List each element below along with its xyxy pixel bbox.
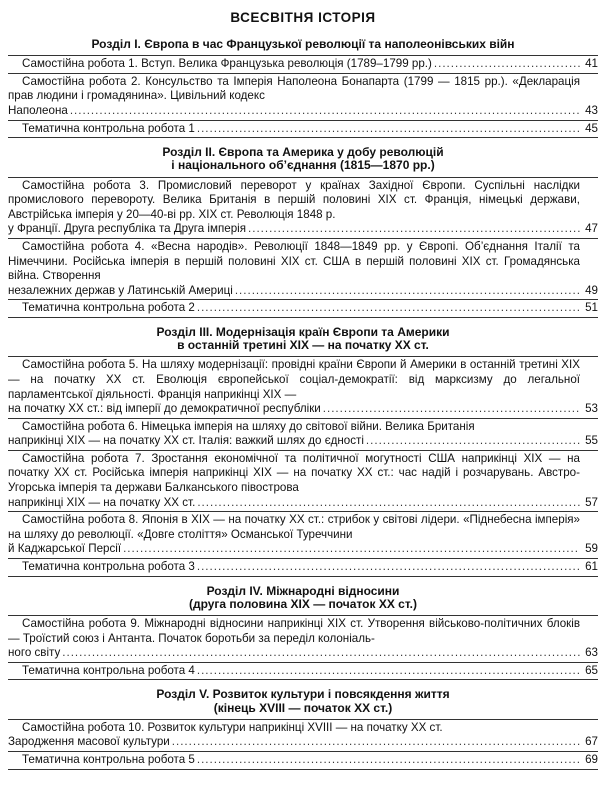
entry-text-end: Тематична контрольна робота 4	[22, 663, 195, 677]
entry-text-end: ного світу	[8, 646, 61, 660]
section-4	[8, 585, 598, 681]
page-number: 65	[585, 663, 598, 677]
section-heading-line: Розділ III. Модернізація країн Європи та Америки	[156, 324, 450, 339]
section-heading-line: Розділ V. Розвиток культури і повсякдення життя	[156, 687, 450, 702]
page-number: 47	[585, 222, 598, 236]
entry-last-line	[8, 222, 598, 237]
dot-leader	[197, 496, 580, 511]
entry-text-end: й Каджарської Персії	[8, 542, 122, 556]
toc-entry[interactable]	[8, 451, 598, 512]
section-heading	[8, 326, 598, 352]
entry-text: Самостійна робота 9. Міжнародні відносини наприкінці XIX ст. Утворення військово-політичних блоків — Троїстий союз і Антанта. Початок боротьби за переділ колоніаль-	[8, 617, 580, 645]
section-heading-line: (друга половина XIX — початок XX ст.)	[188, 596, 418, 611]
section-heading	[8, 146, 598, 172]
dot-leader	[434, 57, 580, 72]
entry-text-end: Наполеона	[8, 103, 68, 117]
toc-entry[interactable]	[8, 616, 598, 663]
toc-entry[interactable]	[8, 74, 598, 121]
page-number: 55	[585, 434, 598, 448]
section-heading-line: Розділ II. Європа та Америка у добу революцій	[162, 145, 444, 160]
entry-text: Самостійна робота 6. Німецька імперія на шляху до світової війни. Велика Британія	[22, 419, 475, 433]
section-heading-line: і національного об’єднання (1815—1870 рр.)	[171, 158, 435, 173]
entry-last-line	[8, 57, 598, 72]
entry-text: Самостійна робота 4. «Весна народів». Революції 1848—1849 рр. у Європі. Об’єднання Італії та Німеччини. Російська імперія в першій половині XIX ст. США в першій половині XIX ст. Громадянська війна. Створення	[8, 239, 580, 283]
entry-text: Самостійна робота 2. Консульство та Імперія Наполеона Бонапарта (1799 — 1815 рр.). «Декларація прав людини і громадянина». Цивільний кодекс	[8, 74, 580, 103]
toc-entry[interactable]	[8, 663, 598, 681]
toc-entry[interactable]	[8, 720, 598, 752]
page-number: 59	[585, 542, 598, 556]
dot-leader	[323, 402, 580, 417]
entry-text-end: Тематична контрольна робота 2	[22, 301, 195, 315]
entry-last-line	[8, 664, 598, 679]
entry-text-end: Тематична контрольна робота 1	[22, 121, 195, 135]
page-number: 45	[585, 121, 598, 135]
entry-last-line	[8, 284, 598, 299]
entry-text: Самостійна робота 8. Японія в XIX — на початку XX ст.: стрибок у світові лідери. «Піднебесна імперія» на шляху до революції. «Довге століття» Османської Туреччини	[8, 513, 580, 541]
entry-text-end: наприкінці XIX — на початку XX ст.	[8, 495, 196, 509]
dot-leader	[172, 735, 580, 750]
entry-last-line	[8, 104, 598, 119]
entry-text-end: незалежних держав у Латинській Америці	[8, 283, 233, 297]
entry-text-end: Самостійна робота 1. Вступ. Велика Французька революція (1789–1799 рр.)	[22, 57, 432, 71]
toc-entry[interactable]	[8, 512, 598, 559]
entry-last-line	[8, 122, 598, 137]
entry-text: Самостійна робота 10. Розвиток культури наприкінці XVIII — на початку XX ст.	[22, 720, 443, 734]
section-heading-line: Розділ IV. Міжнародні відносини	[206, 583, 400, 598]
dot-leader	[366, 434, 580, 449]
entry-text-end: Зародження масової культури	[8, 735, 170, 749]
dot-leader	[70, 104, 580, 119]
page-number: 69	[585, 753, 598, 767]
section-3	[8, 326, 598, 577]
page-number: 41	[585, 57, 598, 71]
dot-leader	[248, 222, 580, 237]
page-title: ВСЕСВІТНЯ ІСТОРІЯ	[230, 10, 376, 25]
dot-leader	[235, 284, 580, 299]
entry-text-end: Тематична контрольна робота 3	[22, 560, 195, 574]
entry-last-line	[8, 542, 598, 557]
entry-last-line	[8, 434, 598, 449]
entry-last-line	[8, 753, 598, 768]
page-number: 51	[585, 301, 598, 315]
entry-text-end: на початку XX ст.: від імперії до демократичної республіки	[8, 402, 321, 416]
entry-last-line	[8, 560, 598, 575]
page-number: 43	[585, 103, 598, 117]
page-number: 61	[585, 560, 598, 574]
toc-entry[interactable]	[8, 357, 598, 418]
toc-entry[interactable]	[8, 300, 598, 318]
entry-text-end: у Франції. Друга республіка та Друга імперія	[8, 222, 247, 236]
toc-entry[interactable]	[8, 56, 598, 74]
entry-last-line	[8, 496, 598, 511]
page-number: 67	[585, 735, 598, 749]
table-of-contents	[8, 0, 598, 770]
page-number: 57	[585, 495, 598, 509]
page-number: 53	[585, 402, 598, 416]
section-heading	[8, 38, 598, 51]
dot-leader	[197, 753, 580, 768]
entry-last-line	[8, 402, 598, 417]
dot-leader	[197, 560, 580, 575]
page-number: 49	[585, 283, 598, 297]
entry-last-line	[8, 735, 598, 750]
section-heading	[8, 585, 598, 611]
section-heading-line: (кінець XVIII — початок XX ст.)	[213, 700, 393, 715]
section-heading-line: Розділ I. Європа в час Французької революції та наполеонівських війн	[91, 37, 515, 51]
section-5	[8, 688, 598, 769]
section-heading	[8, 688, 598, 714]
entry-last-line	[8, 301, 598, 316]
toc-entry[interactable]	[8, 239, 598, 300]
dot-leader	[197, 122, 580, 137]
entry-text-end: Тематична контрольна робота 5	[22, 753, 195, 767]
entry-text: Самостійна робота 3. Промисловий переворот у країнах Західної Європи. Суспільні наслідки промислового перевороту. Велика Британія в першій половині XIX ст. Франція, німецькі держави, Австрійська імперія у 20—40-ві рр. XIX ст. Революція 1848 р.	[8, 178, 580, 221]
toc-entry[interactable]	[8, 559, 598, 577]
toc-entry[interactable]	[8, 419, 598, 451]
dot-leader	[62, 646, 580, 661]
toc-entry[interactable]	[8, 752, 598, 770]
section-heading-line: в останній третині XIX — на початку XX ст.	[177, 338, 429, 353]
entry-text-end: наприкінці XIX — на початку XX ст. Італія: важкий шлях до єдності	[8, 434, 364, 448]
dot-leader	[197, 664, 580, 679]
dot-leader	[123, 542, 580, 557]
toc-entry[interactable]	[8, 121, 598, 139]
section-2	[8, 146, 598, 318]
section-1	[8, 38, 598, 138]
toc-entry[interactable]	[8, 178, 598, 239]
sections-container	[8, 38, 598, 770]
page-number: 63	[585, 646, 598, 660]
entry-text: Самостійна робота 7. Зростання економічної та політичної могутності США наприкінці XIX — на початку XX ст. Російська імперія наприкінці XIX — на початку XX ст.: час надій і розчарувань. Австро-Угорська імперія та держави Балканського півострова	[8, 451, 580, 495]
dot-leader	[197, 301, 580, 316]
entry-text: Самостійна робота 5. На шляху модернізації: провідні країни Європи й Америки в останній третині XIX — на початку XX ст. Еволюція європейської соціал-демократії: від марксизму до легальної парламентської діяльності. Франція наприкінці XIX —	[8, 358, 580, 401]
entry-last-line	[8, 646, 598, 661]
